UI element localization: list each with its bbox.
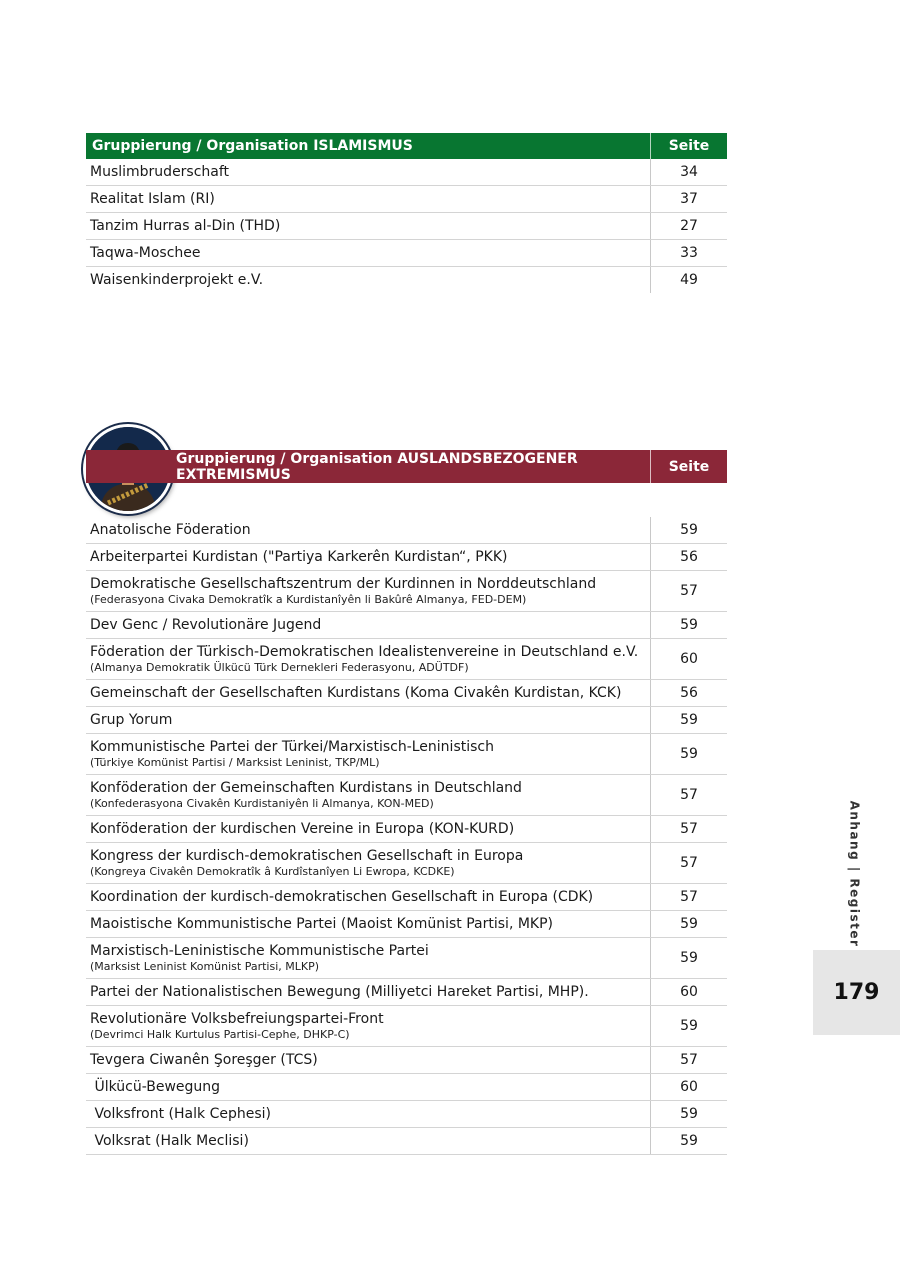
page-number-cell: 59	[650, 517, 727, 543]
organisation-cell	[86, 734, 650, 774]
organisation-subname: (Devrimci Halk Kurtulus Partisi-Cephe, DHKP-C)	[90, 1028, 350, 1041]
organisation-name: Arbeiterpartei Kurdistan ("Partiya Karkerên Kurdistan“, PKK)	[90, 549, 508, 565]
header-page-label: Seite	[650, 133, 727, 159]
organisation-name: Volksfront (Halk Cephesi)	[90, 1106, 271, 1122]
organisation-subname: (Türkiye Komünist Partisi / Marksist Leninist, TKP/ML)	[90, 756, 380, 769]
organisation-name: Anatolische Föderation	[90, 522, 251, 538]
page-number-cell: 56	[650, 544, 727, 570]
table-row	[86, 1047, 727, 1074]
organisation-name: Realitat Islam (RI)	[90, 191, 215, 207]
page-number-cell: 57	[650, 775, 727, 815]
page-number	[813, 950, 900, 1035]
organisation-name: Tanzim Hurras al-Din (THD)	[90, 218, 281, 234]
organisation-cell	[86, 775, 650, 815]
organisation-subname: (Almanya Demokratik Ülkücü Türk Dernekleri Federasyonu, ADÜTDF)	[90, 661, 469, 674]
page-number-cell: 34	[650, 159, 727, 185]
organisation-name: Konföderation der kurdischen Vereine in Europa (KON-KURD)	[90, 821, 515, 837]
organisation-cell	[86, 159, 650, 185]
organisation-name: Volksrat (Halk Meclisi)	[90, 1133, 249, 1149]
organisation-subname: (Kongreya Civakên Demokratîk â Kurdîstanîyen Li Ewropa, KCDKE)	[90, 865, 455, 878]
table-row	[86, 1074, 727, 1101]
organisation-name: Grup Yorum	[90, 712, 173, 728]
organisation-cell	[86, 1074, 650, 1100]
page-number-cell: 60	[650, 639, 727, 679]
organisation-name: Konföderation der Gemeinschaften Kurdistans in Deutschland	[90, 780, 522, 796]
table-row	[86, 186, 727, 213]
header-page-label: Seite	[650, 450, 727, 483]
page-number-cell: 59	[650, 938, 727, 978]
organisation-cell	[86, 938, 650, 978]
page-number-cell: 59	[650, 911, 727, 937]
organisation-cell	[86, 267, 650, 293]
table-row	[86, 911, 727, 938]
table-row	[86, 979, 727, 1006]
table-row	[86, 1006, 727, 1047]
table-row	[86, 612, 727, 639]
organisation-name: Demokratische Gesellschaftszentrum der Kurdinnen in Norddeutschland	[90, 576, 597, 592]
extremism-table-header	[86, 450, 727, 483]
page-number-cell: 57	[650, 843, 727, 883]
table-row	[86, 544, 727, 571]
organisation-name: Koordination der kurdisch-demokratischen Gesellschaft in Europa (CDK)	[90, 889, 594, 905]
header-organisation-label: Gruppierung / Organisation ISLAMISMUS	[92, 138, 413, 154]
organisation-cell	[86, 884, 650, 910]
table-row	[86, 1101, 727, 1128]
page-number-cell: 56	[650, 680, 727, 706]
organisation-cell	[86, 1128, 650, 1154]
islamism-table	[86, 133, 727, 293]
extremism-table	[86, 450, 727, 1155]
page-number-cell: 59	[650, 612, 727, 638]
organisation-name: Dev Genc / Revolutionäre Jugend	[90, 617, 322, 633]
table-row	[86, 517, 727, 544]
organisation-cell	[86, 544, 650, 570]
table-row	[86, 775, 727, 816]
organisation-name: Tevgera Ciwanên Şoreşger (TCS)	[90, 1052, 318, 1068]
table-row	[86, 1128, 727, 1155]
table-row	[86, 680, 727, 707]
page-number-cell: 49	[650, 267, 727, 293]
organisation-cell	[86, 186, 650, 212]
organisation-name: Ülkücü-Bewegung	[90, 1079, 221, 1095]
page-number-text: 179	[833, 980, 880, 1005]
organisation-cell	[86, 517, 650, 543]
organisation-cell	[86, 639, 650, 679]
organisation-name: Marxistisch-Leninistische Kommunistische Partei	[90, 943, 429, 959]
page-number-cell: 57	[650, 571, 727, 611]
organisation-name: Revolutionäre Volksbefreiungspartei-Front	[90, 1011, 384, 1027]
organisation-subname: (Konfederasyona Civakên Kurdistaniyên li Almanya, KON-MED)	[90, 797, 434, 810]
organisation-name: Kommunistische Partei der Türkei/Marxistisch-Leninistisch	[90, 739, 494, 755]
page-number-cell: 27	[650, 213, 727, 239]
organisation-cell	[86, 979, 650, 1005]
page-number-cell: 59	[650, 707, 727, 733]
table-row	[86, 639, 727, 680]
page-number-cell: 60	[650, 979, 727, 1005]
table-row	[86, 734, 727, 775]
table-row	[86, 159, 727, 186]
page-number-cell: 59	[650, 1128, 727, 1154]
organisation-name: Kongress der kurdisch-demokratischen Gesellschaft in Europa	[90, 848, 524, 864]
organisation-cell	[86, 571, 650, 611]
table-row	[86, 884, 727, 911]
organisation-cell	[86, 911, 650, 937]
page-number-cell: 59	[650, 1101, 727, 1127]
organisation-cell	[86, 843, 650, 883]
table-row	[86, 707, 727, 734]
organisation-cell	[86, 680, 650, 706]
organisation-subname: (Marksist Leninist Komünist Partisi, MLKP)	[90, 960, 320, 973]
page-number-cell: 57	[650, 1047, 727, 1073]
table-row	[86, 240, 727, 267]
page-number-cell: 57	[650, 884, 727, 910]
page-number-cell: 37	[650, 186, 727, 212]
organisation-cell	[86, 240, 650, 266]
organisation-name: Maoistische Kommunistische Partei (Maoist Komünist Partisi, MKP)	[90, 916, 554, 932]
organisation-cell	[86, 1006, 650, 1046]
side-label-text: Anhang | Register	[847, 800, 862, 948]
table-row	[86, 267, 727, 293]
organisation-cell	[86, 612, 650, 638]
page-number-cell: 59	[650, 734, 727, 774]
organisation-name: Taqwa-Moschee	[90, 245, 201, 261]
table-row	[86, 938, 727, 979]
table-row	[86, 816, 727, 843]
table-row	[86, 213, 727, 240]
organisation-name: Waisenkinderprojekt e.V.	[90, 272, 264, 288]
organisation-cell	[86, 213, 650, 239]
organisation-subname: (Federasyona Civaka Demokratîk a Kurdistanîyên li Bakûrê Almanya, FED-DEM)	[90, 593, 527, 606]
islamism-table-header	[86, 133, 727, 159]
organisation-name: Muslimbruderschaft	[90, 164, 230, 180]
organisation-cell	[86, 816, 650, 842]
page-number-cell: 60	[650, 1074, 727, 1100]
page-number-cell: 57	[650, 816, 727, 842]
header-spacer	[86, 483, 727, 517]
header-organisation-label: Gruppierung / Organisation AUSLANDSBEZOGENER EXTREMISMUS	[176, 450, 578, 483]
page-number-cell: 33	[650, 240, 727, 266]
organisation-cell	[86, 1047, 650, 1073]
organisation-cell	[86, 1101, 650, 1127]
organisation-name: Partei der Nationalistischen Bewegung (Milliyetci Hareket Partisi, MHP).	[90, 984, 589, 1000]
table-row	[86, 571, 727, 612]
organisation-cell	[86, 707, 650, 733]
organisation-name: Gemeinschaft der Gesellschaften Kurdistans (Koma Civakên Kurdistan, KCK)	[90, 685, 622, 701]
section-side-label	[838, 800, 870, 948]
organisation-name: Föderation der Türkisch-Demokratischen Idealistenvereine in Deutschland e.V.	[90, 644, 639, 660]
page-number-cell: 59	[650, 1006, 727, 1046]
table-row	[86, 843, 727, 884]
